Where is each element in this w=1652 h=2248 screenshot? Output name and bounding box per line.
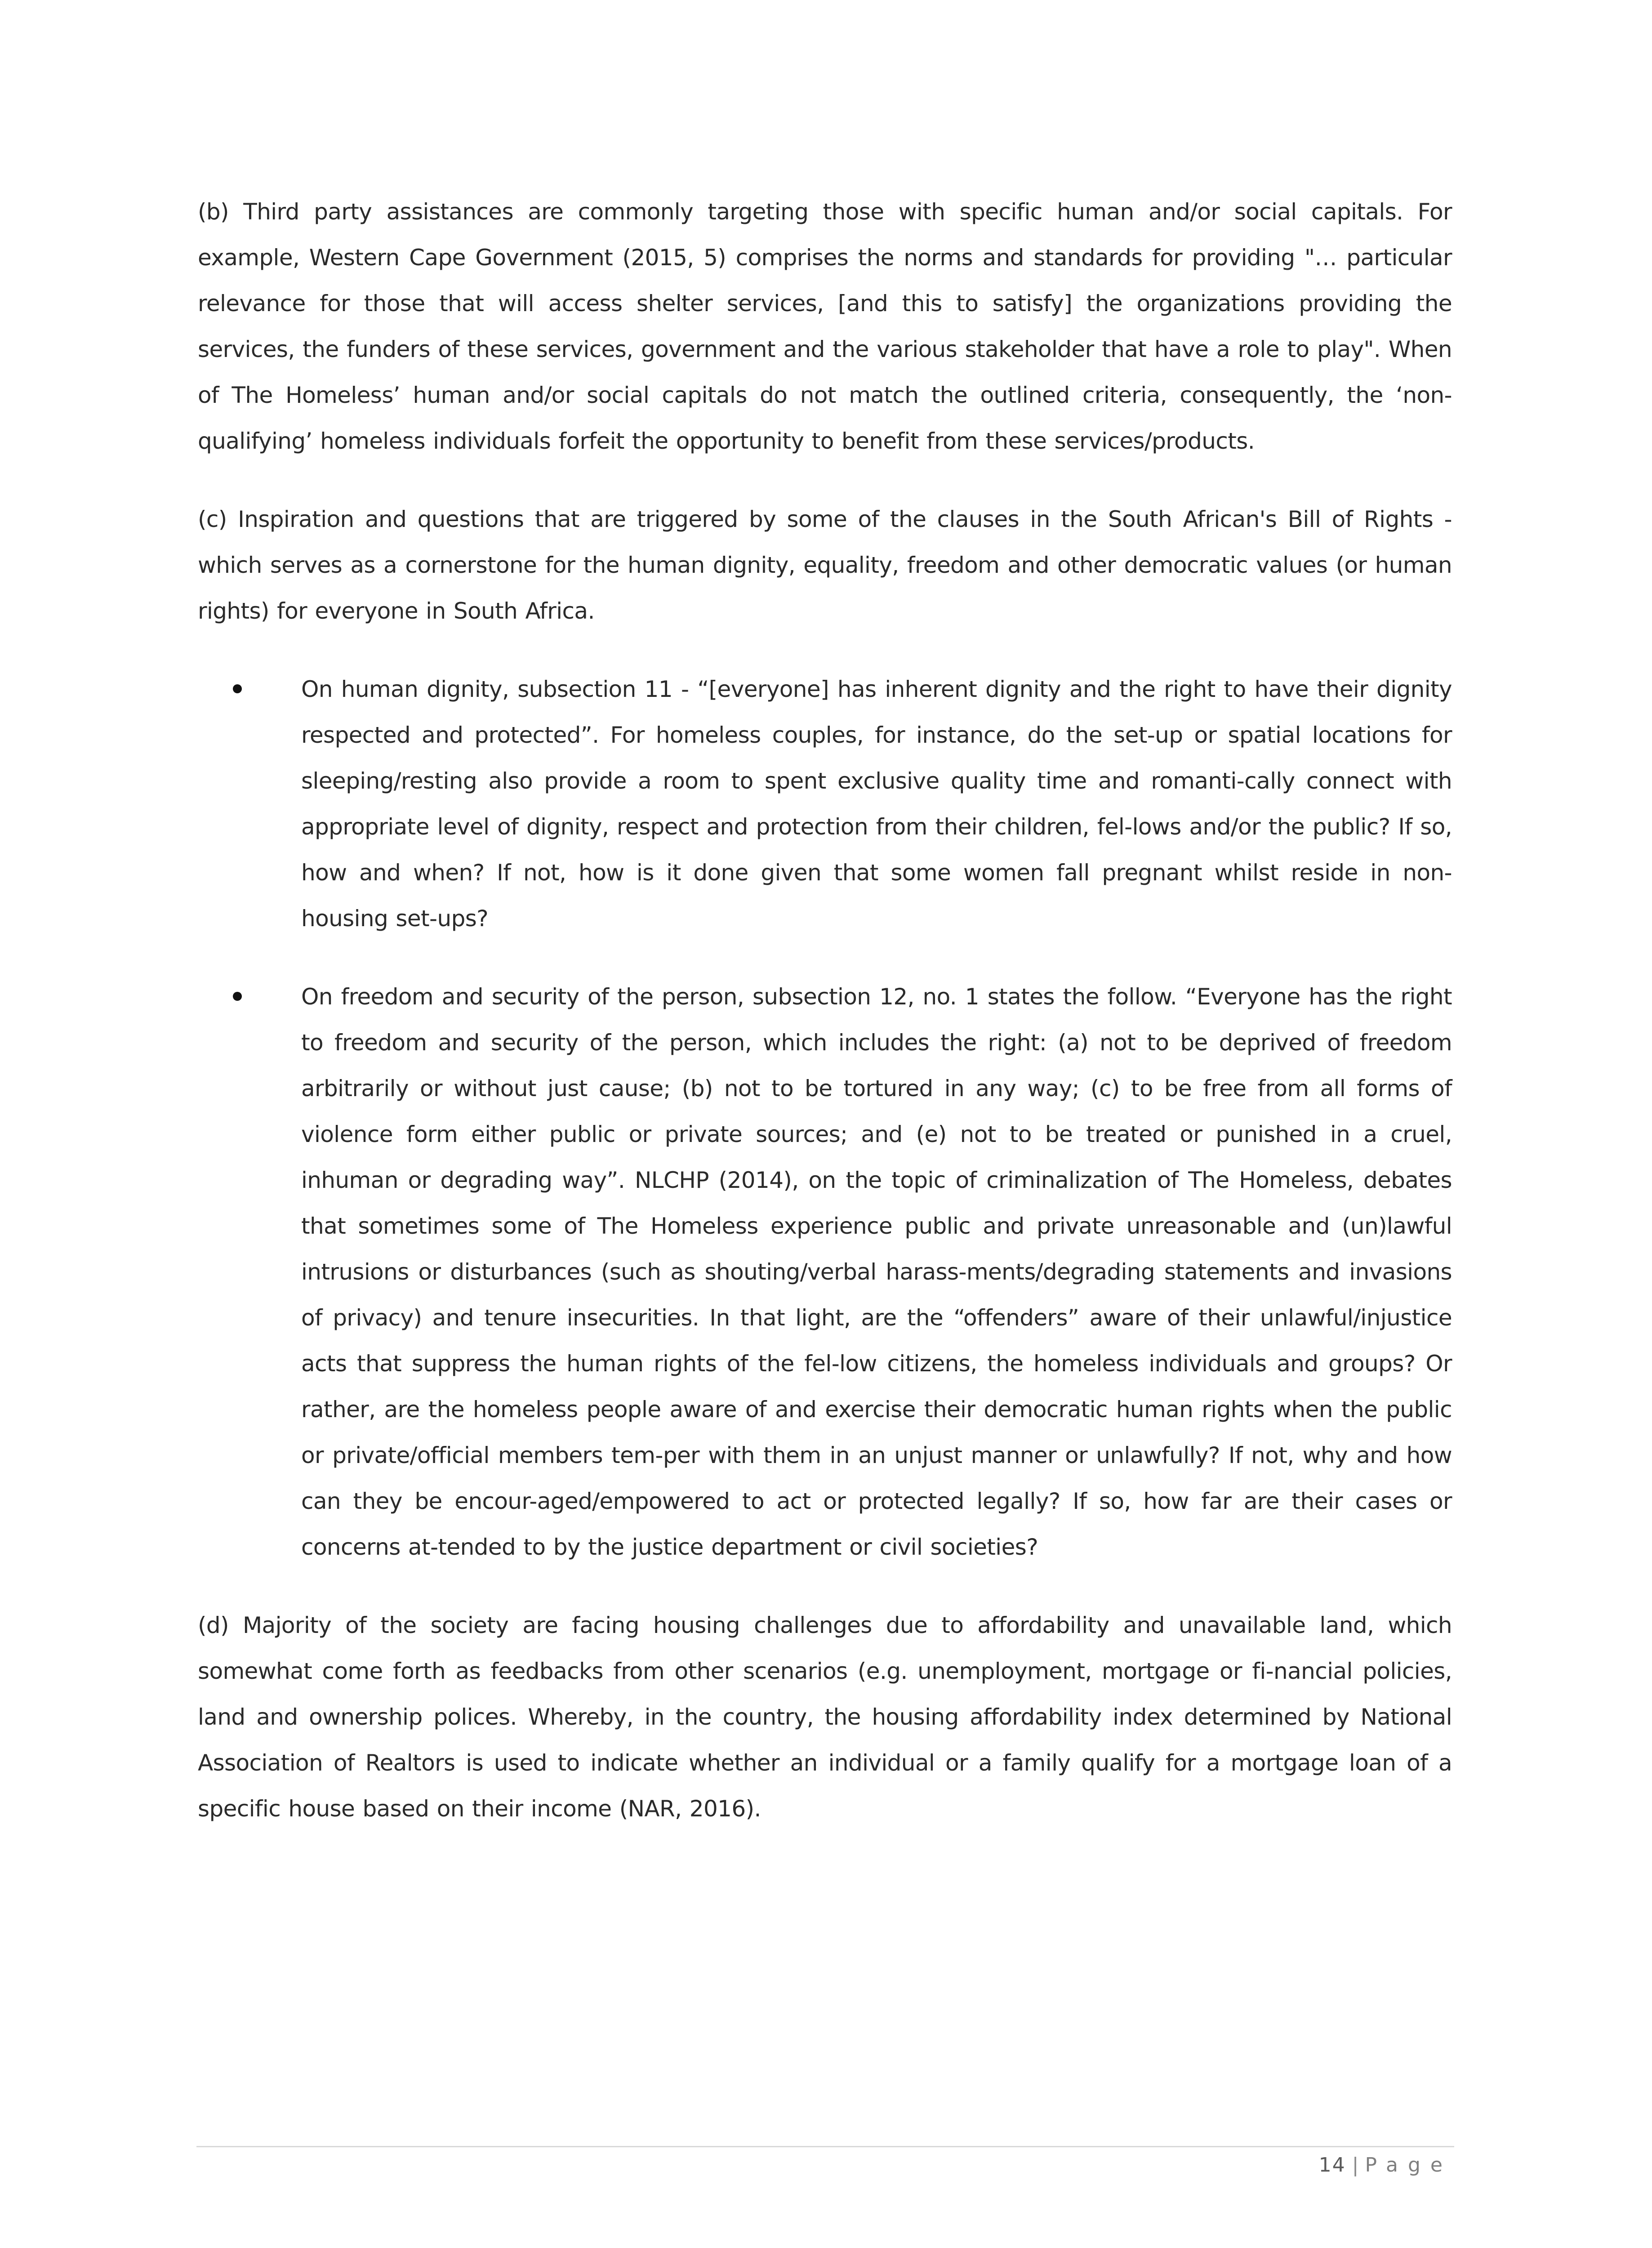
page-number: 14 — [1318, 2154, 1346, 2177]
footer-separator: | — [1352, 2154, 1359, 2177]
paragraph-d: (d) Majority of the society are facing housing challenges due to affordability and unavailable land, which somewhat come forth as feedbacks from other scenarios (e.g. unemployment, mortgage or fi-nancial policies, land and ownership polices. Whereby, in the country, the housing affordability index determined by National Association of Realtors is used to indicate whether an individual or a family qualify for a mortgage loan of a specific house based on their income (NAR, 2016). — [198, 1612, 1452, 1822]
bullet-human-dignity — [198, 666, 1452, 941]
bullet-dot-icon — [233, 684, 242, 693]
bullet-freedom-security — [198, 974, 1452, 1570]
bullet-text: On freedom and security of the person, subsection 12, no. 1 states the follow. “Everyone has the right to freedom and security of the person, which includes the right: (a) not to be deprived of freedom arbitrarily or without just cause; (b) not to be tortured in any way; (c) to be free from all forms of violence form either public or private sources; and (e) not to be treated or punished in a cruel, inhuman or degrading way”. NLCHP (2014), on the topic of criminalization of The Homeless, debates that sometimes some of The Homeless experience public and private unreasonable and (un)lawful intrusions or disturbances (such as shouting/verbal harass-ments/degrading statements and invasions of privacy) and tenure insecurities. In that light, are the “offenders” aware of their unlawful/injustice acts that suppress the human rights of the fel-low citizens, the homeless individuals and groups? Or rather, are the homeless people aware of and exercise their democratic human rights when the public or private/official members tem-per with them in an unjust manner or unlawfully? If not, why and how can they be encour-aged/empowered to act or protected legally? If so, how far are their cases or concerns at-tended to by the justice department or civil societies? — [301, 984, 1452, 1560]
paragraph-c: (c) Inspiration and questions that are triggered by some of the clauses in the South African's Bill of Rights - which serves as a cornerstone for the human dignity, equality, freedom and other democratic values (or human rights) for everyone in South Africa. — [198, 506, 1452, 624]
page-footer — [1319, 2152, 1452, 2179]
paragraph-b: (b) Third party assistances are commonly targeting those with specific human and/or social capitals. For example, Western Cape Government (2015, 5) comprises the norms and standards for providing "… particular relevance for those that will access shelter services, [and this to satisfy] the organizations providing the services, the funders of these services, government and the various stakeholder that have a role to play". When of The Homeless’ human and/or social capitals do not match the outlined criteria, consequently, the ‘non-qualifying’ homeless individuals forfeit the opportunity to benefit from these services/products. — [198, 199, 1452, 454]
page-word: Page — [1365, 2154, 1452, 2177]
bullet-dot-icon — [233, 992, 242, 1001]
bill-of-rights-bullet-list — [198, 666, 1452, 1570]
footer-divider — [196, 2146, 1454, 2147]
page-body — [198, 189, 1452, 1864]
bullet-text: On human dignity, subsection 11 - “[everyone] has inherent dignity and the right to have their dignity respected and protected”. For homeless couples, for instance, do the set-up or spatial locations for sleeping/resting also provide a room to spent exclusive quality time and romanti-cally connect with appropriate level of dignity, respect and protection from their children, fel-lows and/or the public? If so, how and when? If not, how is it done given that some women fall pregnant whilst reside in non-housing set-ups? — [301, 676, 1452, 932]
